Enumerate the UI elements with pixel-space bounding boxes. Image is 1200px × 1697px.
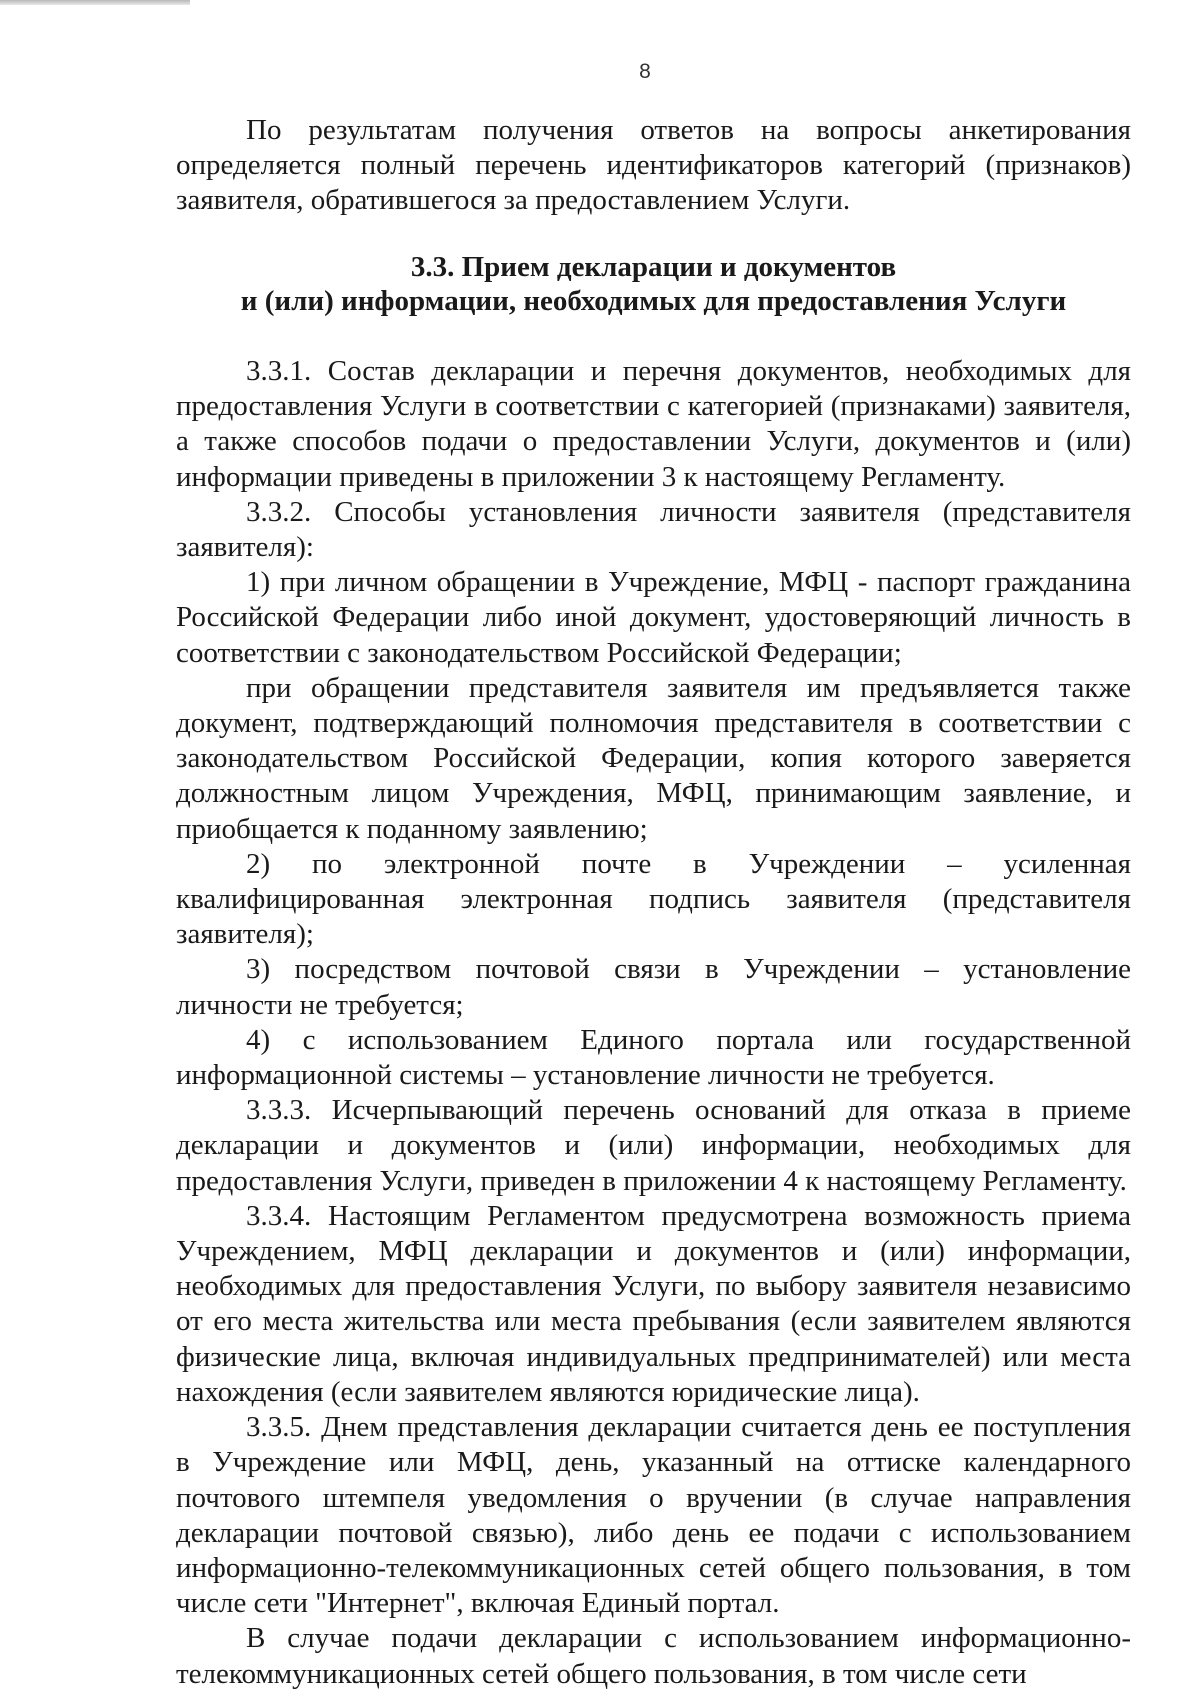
- section-heading-line-2: и (или) информации, необходимых для предоставления Услуги: [240, 285, 1067, 317]
- list-item-1-continued: при обращении представителя заявителя им предъявляется также документ, подтверждающий полномочия представителя в соответствии с законодательством Российской Федерации, копия которого заверяется должностным лицом Учреждения, МФЦ, принимающим заявление, и приобщается к поданному заявлению;: [176, 671, 1131, 845]
- intro-block: [176, 113, 1131, 219]
- section-heading-line-1: 3.3. Прием декларации и документов: [410, 251, 897, 283]
- paragraph-3-3-4: 3.3.4. Настоящим Регламентом предусмотрена возможность приема Учреждением, МФЦ декларации и документов и (или) информации, необходимых для предоставления Услуги, по выбору заявителя независимо от его места жительства или места пребывания (если заявителем являются физические лица, включая индивидуальных предпринимателей) или места нахождения (если заявителем являются юридические лица).: [176, 1199, 1131, 1408]
- list-item-3: 3) посредством почтовой связи в Учреждении – установление личности не требуется;: [176, 953, 1131, 1021]
- paragraph-3-3-1: 3.3.1. Состав декларации и перечня документов, необходимых для предоставления Услуги в соответствии с категорией (признаками) заявителя, а также способов подачи о предоставлении Услуги, документов и (или) информации приведены в приложении 3 к настоящему Регламенту.: [176, 355, 1131, 493]
- list-item-4: 4) с использованием Единого портала или государственной информационной системы – установление личности не требуется.: [176, 1023, 1131, 1092]
- paragraph-3-3-5: 3.3.5. Днем представления декларации считается день ее поступления в Учреждение или МФЦ, день, указанный на оттиске календарного почтового штемпеля уведомления о вручении (в случае направления декларации почтовой связью), либо день ее подачи с использованием информационно-телекоммуникационных сетей общего пользования, в том числе сети "Интернет", включая Единый портал.: [176, 1411, 1131, 1620]
- body-text: [176, 354, 1131, 1692]
- section-heading: [176, 250, 1131, 318]
- paragraph-3-3-3: 3.3.3. Исчерпывающий перечень оснований для отказа в приеме декларации и документов и (или) информации, необходимых для предоставления Услуги, приведен в приложении 4 к настоящему Регламенту.: [176, 1094, 1131, 1197]
- page-number: 8: [639, 60, 651, 83]
- intro-paragraph: По результатам получения ответов на вопросы анкетирования определяется полный перечень идентификаторов категорий (признаков) заявителя, обратившегося за предоставлением Услуги.: [176, 114, 1131, 217]
- scan-edge-mark: [0, 0, 190, 5]
- paragraph-3-3-2: 3.3.2. Способы установления личности заявителя (представителя заявителя):: [176, 495, 1131, 564]
- list-item-1: 1) при личном обращении в Учреждение, МФЦ - паспорт гражданина Российской Федерации либо иной документ, удостоверяющий личность в соответствии с законодательством Российской Федерации;: [176, 566, 1131, 669]
- list-item-2: 2) по электронной почте в Учреждении – усиленная квалифицированная электронная подпись заявителя (представителя заявителя);: [176, 847, 1131, 951]
- paragraph-final: В случае подачи декларации с использованием информационно-телекоммуникационных сетей общего пользования, в том числе сети: [176, 1622, 1131, 1690]
